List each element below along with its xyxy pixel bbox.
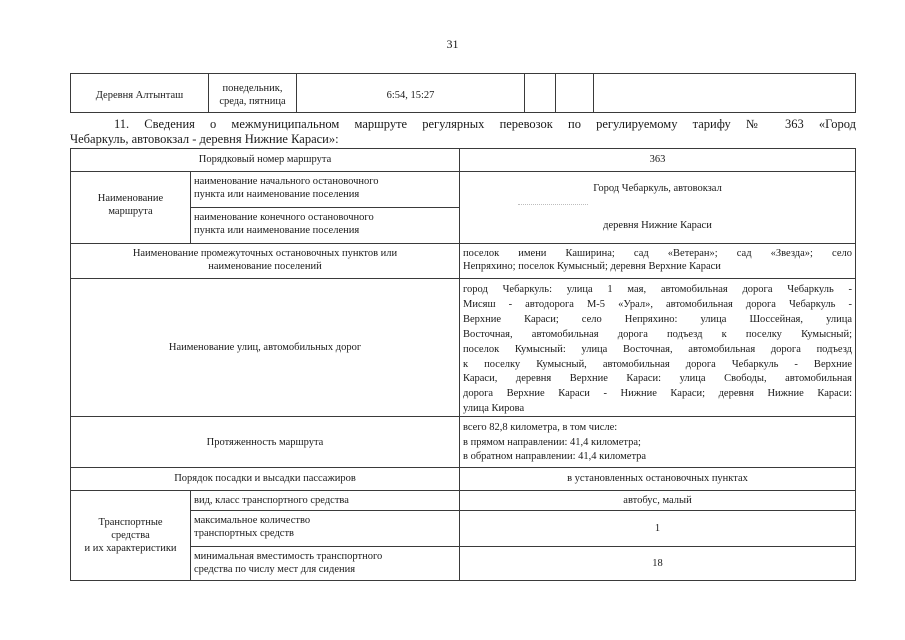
- start-stop-label: наименование начального остановочного пункта или наименование поселения: [194, 176, 379, 200]
- route-length-value: всего 82,8 километра, в том числе: в прямом направлении: 41,4 километра; в обратном направлении: 41,4 километра: [463, 422, 647, 462]
- vehicle-type-label: вид, класс транспортного средства: [194, 495, 349, 506]
- boarding-label: Порядок посадки и высадки пассажиров: [174, 473, 356, 484]
- top-row-times: 6:54, 15:27: [386, 90, 435, 101]
- table-divider-middle: [459, 148, 460, 580]
- section-heading: 11. Сведения о межмуниципальном маршруте регулярных перевозок по регулируемому тарифу № 363 «Город Чебаркуль, автовокзал - деревня Нижние Караси»:: [70, 117, 856, 146]
- table-border-bottom: [70, 580, 856, 581]
- top-row-border-bottom: [70, 112, 856, 113]
- start-stop-value: Город Чебаркуль, автовокзал: [593, 183, 722, 194]
- table-border-left: [70, 148, 71, 580]
- streets-value: город Чебаркуль: улица 1 мая, автомобильная дорога Чебаркуль - Мисяш - автодорога М-5 «Урал», автомобильная дорога Чебаркуль - Верхние Караси; село Непряхино: улица Шоссейная, улица Восточная, автомобильная дорога подъезд к поселку Кумысный; поселок Кумысный: улица Восточная, автомобильная дорога подъезд к поселку Кумысный, автомобильная дорога Чебаркуль - Верхние Караси, деревня Верхние Караси: улица Свободы, автомобильная дорога Верхние Караси - Нижние Караси; деревня Нижние Караси: улица Кирова: [463, 284, 852, 415]
- vehicle-max-count-label: максимальное количество транспортных средств: [194, 515, 311, 539]
- end-stop-label: наименование конечного остановочного пункта или наименование поселения: [194, 212, 374, 236]
- streets-label: Наименование улиц, автомобильных дорог: [168, 342, 362, 353]
- top-row-place: Деревня Алтынташ: [95, 90, 184, 101]
- page-number: 31: [446, 37, 459, 51]
- vehicle-max-count-value: 1: [654, 523, 661, 534]
- vehicles-label: Транспортные средства и их характеристики: [84, 517, 177, 554]
- end-stop-value: деревня Нижние Караси: [603, 220, 712, 231]
- intermediate-stops-value: поселок имени Каширина; сад «Ветеран»; сад «Звезда»; село Непряхино; поселок Кумысный; деревня Верхние Караси: [463, 248, 852, 272]
- route-length-label: Протяженность маршрута: [206, 437, 324, 448]
- vehicle-type-value: автобус, малый: [623, 495, 692, 506]
- route-number-value: 363: [649, 154, 666, 165]
- intermediate-stops-label: Наименование промежуточных остановочных пунктов или наименование поселений: [132, 248, 398, 272]
- table-border-right: [855, 148, 856, 580]
- table-border-top: [70, 148, 856, 149]
- top-row-border-top: [70, 73, 856, 74]
- top-row-days: понедельник, среда, пятница: [219, 83, 286, 107]
- boarding-value: в установленных остановочных пунктах: [567, 473, 748, 484]
- route-number-label: Порядковый номер маршрута: [198, 154, 332, 165]
- vehicle-seats-label: минимальная вместимость транспортного средства по числу мест для сидения: [194, 551, 383, 575]
- vehicle-seats-value: 18: [652, 558, 663, 569]
- route-name-label: Наименование маршрута: [97, 193, 164, 217]
